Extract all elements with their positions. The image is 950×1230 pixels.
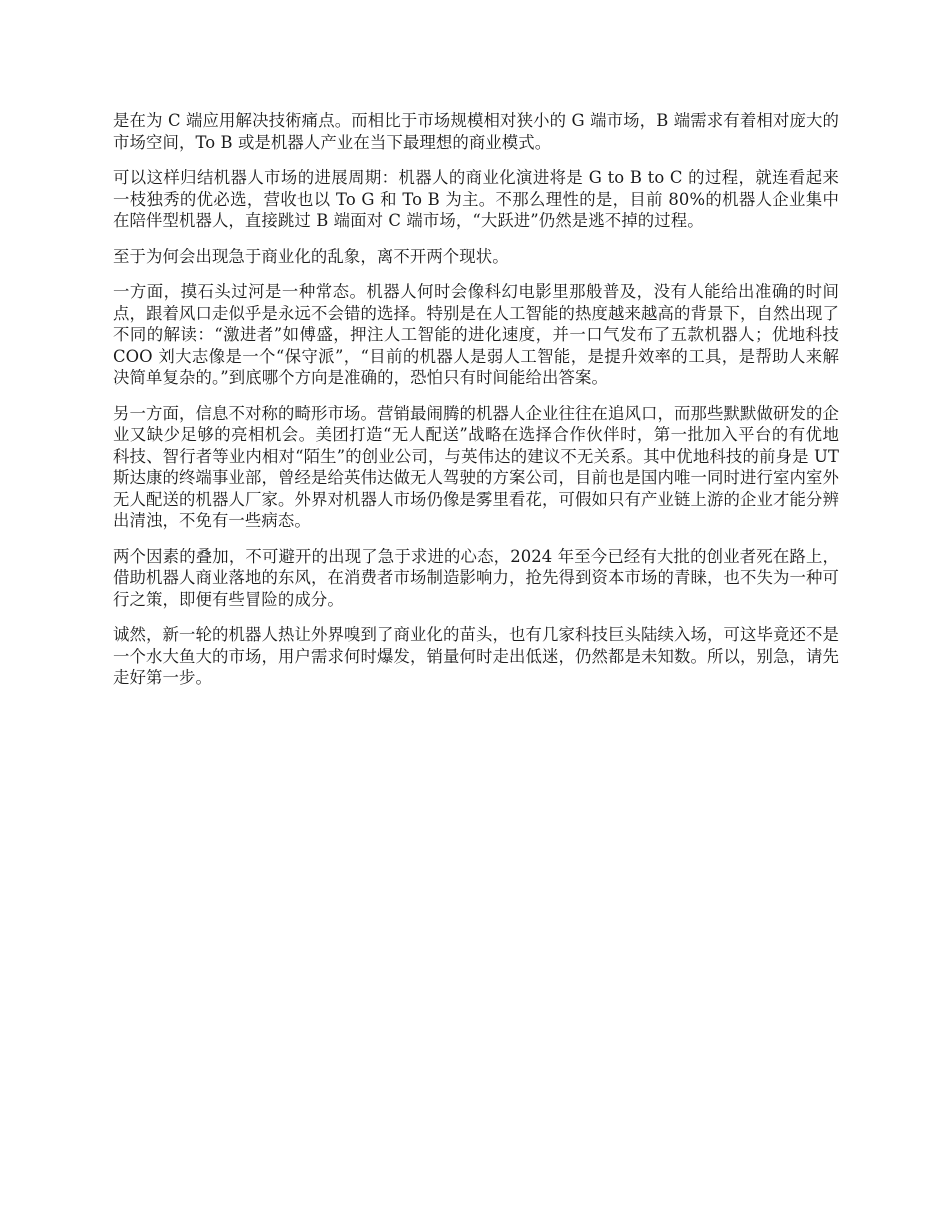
paragraph: 两个因素的叠加，不可避开的出现了急于求进的心态，2024 年至今已经有大批的创业者死在路上，借助机器人商业落地的东风，在消费者市场制造影响力，抢先得到资本市场的青睐，也不失为一种可行之策，即便有些冒险的成分。 — [113, 546, 839, 609]
paragraph: 可以这样归结机器人市场的进展周期：机器人的商业化演进将是 G to B to C 的过程，就连看起来一枝独秀的优必选，营收也以 To G 和 To B 为主。不那么理性的是，目前 80%的机器人企业集中在陪伴型机器人，直接跳过 B 端面对 C 端市场，“大跃进”仍然是逃不掉的过程。 — [113, 168, 839, 230]
paragraph: 一方面，摸石头过河是一种常态。机器人何时会像科幻电影里那般普及，没有人能给出准确的时间点，跟着风口走似乎是永远不会错的选择。特别是在人工智能的热度越来越高的背景下，自然出现了不同的解读：“激进者”如傅盛，押注人工智能的进化速度，并一口气发布了五款机器人；优地科技 COO 刘大志像是一个“保守派”，“目前的机器人是弱人工智能，是提升效率的工具，是帮助人来解决简单复杂的。”到底哪个方向是准确的，恐怕只有时间能给出答案。 — [113, 282, 839, 387]
document-page — [113, 110, 839, 703]
paragraph: 是在为 C 端应用解决技術痛点。而相比于市场规模相对狭小的 G 端市场，B 端需求有着相对庞大的市场空间，To B 或是机器人产业在当下最理想的商业模式。 — [113, 111, 839, 152]
paragraph: 至于为何会出现急于商业化的乱象，离不开两个现状。 — [113, 246, 509, 266]
paragraph: 另一方面，信息不对称的畸形市场。营销最闹腾的机器人企业往往在追风口，而那些默默做研发的企业又缺少足够的亮相机会。美团打造“无人配送”战略在选择合作伙伴时，第一批加入平台的有优地科技、智行者等业内相对“陌生”的创业公司，与英伟达的建议不无关系。其中优地科技的前身是 UT 斯达康的终端事业部，曾经是给英伟达做无人驾驶的方案公司，目前也是国内唯一同时进行室内室外无人配送的机器人厂家。外界对机器人市场仍像是雾里看花，可假如只有产业链上游的企业才能分辨出清浊，不免有一些病态。 — [113, 403, 839, 530]
paragraph: 诚然，新一轮的机器人热让外界嗅到了商业化的苗头，也有几家科技巨头陆续入场，可这毕竟还不是一个水大鱼大的市场，用户需求何时爆发，销量何时走出低迷，仍然都是未知数。所以，别急，请先走好第一步。 — [113, 625, 839, 687]
